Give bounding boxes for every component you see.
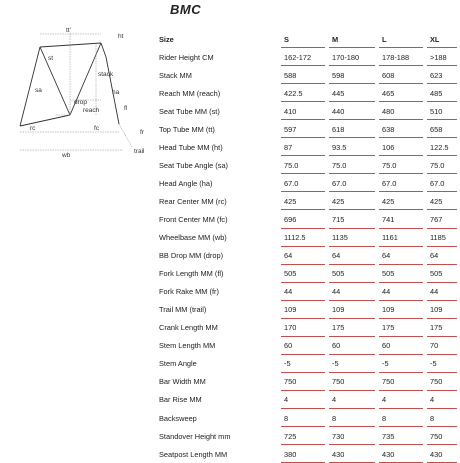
- table-cell: 425: [430, 196, 443, 206]
- table-cell: 109: [382, 305, 395, 315]
- row-label: Head Tube MM (ht): [159, 142, 223, 152]
- label-st: st: [48, 55, 54, 62]
- table-cell: 4: [332, 395, 337, 405]
- table-cell: 67.0: [430, 178, 445, 188]
- row-label: Seat Tube MM (st): [159, 106, 220, 116]
- table-row: [159, 174, 457, 192]
- row-label: Rear Center MM (rc): [159, 196, 227, 206]
- table-cell: 8: [284, 413, 289, 423]
- table-row: [159, 247, 457, 265]
- table-cell: 422.5: [284, 88, 303, 98]
- label-tt: tt': [66, 27, 71, 34]
- table-row: [159, 391, 457, 409]
- table-cell: 505: [284, 269, 297, 279]
- table-cell: 735: [382, 431, 395, 441]
- table-cell: 588: [284, 70, 297, 80]
- table-cell: 725: [284, 431, 297, 441]
- table-row: [159, 319, 457, 337]
- table-row: [159, 48, 457, 66]
- label-fc: fc: [94, 125, 100, 132]
- table-cell: 445: [332, 88, 345, 98]
- table-cell: 750: [284, 377, 297, 387]
- table-row: [159, 138, 457, 156]
- table-cell: 67.0: [332, 178, 347, 188]
- table-cell: 750: [332, 377, 345, 387]
- table-cell: 1135: [332, 233, 348, 243]
- table-row: [159, 192, 457, 210]
- table-cell: 618: [332, 124, 345, 134]
- header-size-m: M: [332, 34, 339, 44]
- table-cell: 480: [382, 106, 395, 116]
- label-trail: trail: [134, 148, 145, 155]
- label-reach: reach: [83, 107, 100, 114]
- table-cell: 60: [332, 341, 341, 351]
- table-cell: 67.0: [382, 178, 397, 188]
- table-cell: 44: [430, 287, 439, 297]
- table-cell: 597: [284, 124, 297, 134]
- row-label: Front Center MM (fc): [159, 214, 228, 224]
- bike-frame: [20, 43, 119, 126]
- table-cell: 75.0: [284, 160, 299, 170]
- table-cell: 4: [284, 395, 289, 405]
- row-label: Fork Length MM (fl): [159, 269, 224, 279]
- table-row: [159, 445, 457, 463]
- table-cell: 175: [382, 323, 395, 333]
- row-label: Rider Height CM: [159, 52, 214, 62]
- table-cell: 175: [430, 323, 443, 333]
- table-cell: 505: [332, 269, 345, 279]
- table-cell: 75.0: [332, 160, 347, 170]
- row-label: Stem Length MM: [159, 341, 216, 351]
- table-cell: 64: [284, 251, 293, 261]
- table-cell: 410: [284, 106, 297, 116]
- header-size-xl: XL: [430, 34, 440, 44]
- brand-logo: BMC: [170, 2, 202, 17]
- table-cell: 1161: [382, 233, 398, 243]
- table-cell: 696: [284, 214, 297, 224]
- table-cell: 44: [382, 287, 391, 297]
- table-cell: 767: [430, 214, 443, 224]
- label-rc: rc: [30, 125, 36, 132]
- table-row: [159, 102, 457, 120]
- table-cell: 430: [430, 449, 443, 459]
- table-cell: 75.0: [382, 160, 397, 170]
- table-cell: 162-172: [284, 52, 312, 62]
- table-cell: 430: [332, 449, 345, 459]
- table-cell: 638: [382, 124, 395, 134]
- table-cell: 8: [430, 413, 435, 423]
- table-row: [159, 210, 457, 228]
- table-cell: 170-180: [332, 52, 360, 62]
- table-cell: 64: [332, 251, 341, 261]
- table-cell: 730: [332, 431, 345, 441]
- row-label: Crank Length MM: [159, 323, 218, 333]
- table-row: [159, 409, 457, 427]
- row-label: Reach MM (reach): [159, 88, 221, 98]
- table-row: [159, 355, 457, 373]
- table-cell: 175: [332, 323, 345, 333]
- table-cell: 608: [382, 70, 395, 80]
- table-cell: 425: [284, 196, 297, 206]
- label-wb: wb: [62, 152, 71, 159]
- table-cell: 465: [382, 88, 395, 98]
- table-header-row: [159, 30, 457, 48]
- table-cell: 658: [430, 124, 443, 134]
- table-cell: 93.5: [332, 142, 347, 152]
- table-cell: 425: [382, 196, 395, 206]
- table-cell: 485: [430, 88, 443, 98]
- table-cell: -5: [382, 359, 389, 369]
- table-row: [159, 373, 457, 391]
- frame-geometry-diagram: [0, 22, 150, 162]
- row-label: Backsweep: [159, 413, 197, 423]
- header-size-s: S: [284, 34, 289, 44]
- table-cell: 741: [382, 214, 395, 224]
- row-label: Standover Height mm: [159, 431, 231, 441]
- table-cell: 64: [382, 251, 391, 261]
- label-stack: stack: [98, 71, 114, 78]
- table-row: [159, 120, 457, 138]
- table-row: [159, 229, 457, 247]
- table-cell: 440: [332, 106, 345, 116]
- table-cell: 1112.5: [284, 233, 306, 243]
- row-label: BB Drop MM (drop): [159, 251, 224, 261]
- header-size-l: L: [382, 34, 387, 44]
- table-cell: 715: [332, 214, 345, 224]
- table-cell: 122.5: [430, 142, 449, 152]
- table-row: [159, 84, 457, 102]
- label-ha: ha: [112, 89, 120, 96]
- geometry-table: [159, 30, 457, 463]
- table-cell: 75.0: [430, 160, 445, 170]
- row-label: Stem Angle: [159, 359, 197, 369]
- table-row: [159, 301, 457, 319]
- label-fr: fr: [140, 129, 144, 136]
- header-size-label: Size: [159, 34, 174, 44]
- table-cell: 109: [332, 305, 345, 315]
- table-cell: 510: [430, 106, 443, 116]
- table-row: [159, 265, 457, 283]
- table-cell: >188: [430, 52, 447, 62]
- table-cell: 70: [430, 341, 439, 351]
- table-cell: -5: [430, 359, 437, 369]
- table-cell: 44: [332, 287, 341, 297]
- table-cell: 430: [382, 449, 395, 459]
- row-label: Seatpost Length MM: [159, 449, 228, 459]
- label-fl: fl: [124, 105, 128, 112]
- table-cell: 750: [430, 377, 443, 387]
- table-row: [159, 337, 457, 355]
- table-cell: 60: [284, 341, 293, 351]
- table-cell: 109: [430, 305, 443, 315]
- row-label: Bar Width MM: [159, 377, 206, 387]
- table-row: [159, 283, 457, 301]
- table-cell: 8: [332, 413, 337, 423]
- row-label: Wheelbase MM (wb): [159, 233, 227, 243]
- table-cell: 4: [430, 395, 435, 405]
- table-cell: 60: [382, 341, 391, 351]
- table-cell: 750: [430, 431, 443, 441]
- table-cell: 505: [382, 269, 395, 279]
- table-cell: 598: [332, 70, 345, 80]
- table-cell: -5: [284, 359, 291, 369]
- table-cell: 178-188: [382, 52, 410, 62]
- row-label: Trail MM (trail): [159, 305, 207, 315]
- label-sa: sa: [35, 87, 42, 94]
- row-label: Head Angle (ha): [159, 178, 213, 188]
- table-cell: -5: [332, 359, 339, 369]
- table-cell: 44: [284, 287, 293, 297]
- row-label: Stack MM: [159, 70, 192, 80]
- table-row: [159, 427, 457, 445]
- table-cell: 87: [284, 142, 293, 152]
- table-cell: 170: [284, 323, 297, 333]
- table-cell: 505: [430, 269, 443, 279]
- table-cell: 1185: [430, 233, 446, 243]
- table-cell: 623: [430, 70, 443, 80]
- table-cell: 750: [382, 377, 395, 387]
- table-cell: 4: [382, 395, 387, 405]
- table-cell: 425: [332, 196, 345, 206]
- table-cell: 109: [284, 305, 297, 315]
- table-cell: 8: [382, 413, 387, 423]
- table-row: [159, 66, 457, 84]
- table-row: [159, 156, 457, 174]
- label-ht: ht: [118, 33, 124, 40]
- row-label: Fork Rake MM (fr): [159, 287, 219, 297]
- table-cell: 64: [430, 251, 439, 261]
- row-label: Bar Rise MM: [159, 395, 202, 405]
- table-cell: 106: [382, 142, 395, 152]
- label-drop: drop: [74, 99, 88, 106]
- row-label: Top Tube MM (tt): [159, 124, 215, 134]
- table-cell: 67.0: [284, 178, 299, 188]
- row-label: Seat Tube Angle (sa): [159, 160, 229, 170]
- table-cell: 380: [284, 449, 297, 459]
